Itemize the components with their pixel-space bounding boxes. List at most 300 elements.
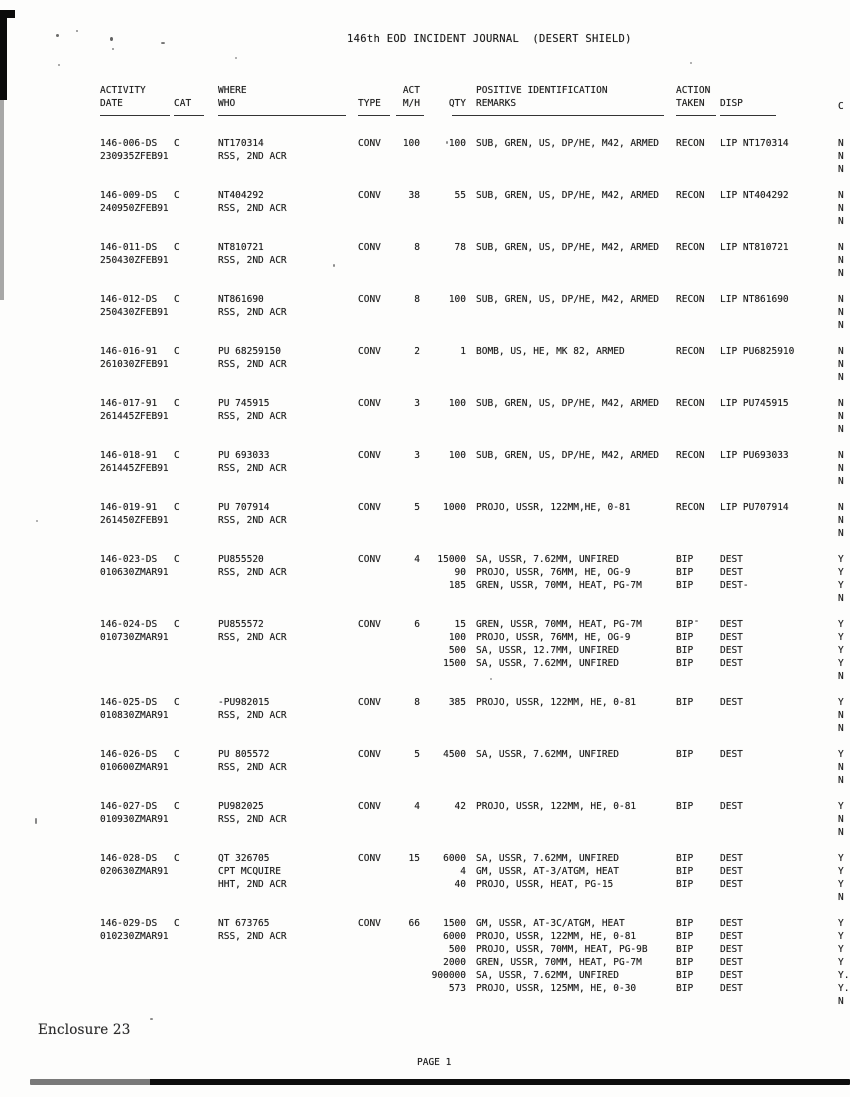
action-taken: RECON [676,138,705,149]
quantity [426,371,476,384]
action-taken [676,410,720,423]
category [174,202,218,215]
ordnance-type [358,215,396,228]
remarks-text: GM, USSR, AT-3C/ATGM, HEAT [476,918,625,929]
remarks-text [476,423,676,436]
incident-datetime: 261445ZFEB91 [100,411,169,422]
remarks-text: PROJO, USSR, 76MM, HE, OG-9 [476,632,631,643]
where-who: -PU982015 [218,697,270,708]
remarks-text [476,163,676,176]
disposition: DEST [720,853,743,864]
act-mh: 5 [414,749,420,760]
disposition: DEST [720,957,743,968]
ordnance-type: CONV [358,749,381,760]
action-taken [676,670,720,683]
header-type: TYPE [358,98,381,109]
where-who: PU 68259150 [218,346,281,357]
category: C [174,697,180,708]
ordnance-type [358,670,396,683]
category: C [174,918,180,929]
where-who [218,774,358,787]
c-flag: Y [838,879,844,890]
where-who [218,579,358,592]
act-mh [396,410,426,423]
ordnance-type [358,514,396,527]
ordnance-type [358,462,396,475]
journal-record [0,189,850,228]
ordnance-type [358,709,396,722]
ordnance-type [358,254,396,267]
header-mh: M/H [402,98,420,109]
record-line [0,501,850,514]
c-flag: Y [838,853,844,864]
record-line [0,813,850,826]
disposition [720,306,838,319]
act-mh [396,371,426,384]
disposition: LIP NT170314 [720,138,789,149]
record-line [0,306,850,319]
record-line [0,748,850,761]
act-mh: 66 [408,918,420,929]
record-line [0,293,850,306]
quantity: 4500 [443,749,466,760]
where-who: PU 707914 [218,502,270,513]
action-taken [676,995,720,1008]
category [174,878,218,891]
disposition [720,475,838,488]
c-flag: N [838,346,844,357]
incident-id: 146-012-DS [100,294,158,305]
category [174,956,218,969]
c-flag: N [838,398,844,409]
header-where: WHERE [218,85,247,96]
ordnance-type: CONV [358,294,381,305]
quantity [426,215,476,228]
record-line [0,215,850,228]
record-line [0,475,850,488]
quantity [426,527,476,540]
act-mh [396,956,426,969]
record-line [0,150,850,163]
remarks-text [476,150,676,163]
where-who: RSS, 2ND ACR [218,203,287,214]
act-mh: 15 [408,853,420,864]
quantity [426,150,476,163]
ordnance-type: CONV [358,346,381,357]
where-who: RSS, 2ND ACR [218,255,287,266]
incident-datetime: 261450ZFEB91 [100,515,169,526]
where-who [218,267,358,280]
c-flag: N [838,255,844,266]
ordnance-type [358,527,396,540]
where-who [218,982,358,995]
journal-record [0,293,850,332]
ordnance-type [358,358,396,371]
action-taken [676,423,720,436]
action-taken: BIP [676,957,694,968]
header-action: ACTION [676,85,711,96]
act-mh [396,631,426,644]
record-line [0,514,850,527]
category [174,319,218,332]
disposition [720,774,838,787]
ordnance-type [358,423,396,436]
quantity: 185 [448,580,466,591]
category [174,930,218,943]
incident-records [0,137,850,1021]
ordnance-type [358,761,396,774]
disposition: LIP PU693033 [720,450,789,461]
where-who: RSS, 2ND ACR [218,307,287,318]
action-taken: BIP [676,918,694,929]
disposition: DEST [720,697,743,708]
disposition [720,202,838,215]
journal-record [0,748,850,787]
category [174,592,218,605]
ordnance-type: CONV [358,554,381,565]
category: C [174,502,180,513]
c-flag: N [838,996,844,1007]
remarks-text: SUB, GREN, US, DP/HE, M42, ARMED [476,190,660,201]
header-positive-identification: POSITIVE IDENTIFICATION [476,85,608,96]
quantity: 1500 [443,918,466,929]
disposition: LIP NT810721 [720,242,789,253]
where-who: PU855520 [218,554,264,565]
where-who [218,891,358,904]
act-mh [396,358,426,371]
incident-datetime [100,878,174,891]
record-line [0,423,850,436]
incident-datetime [100,657,174,670]
remarks-text [476,202,676,215]
where-who: HHT, 2ND ACR [218,879,287,890]
quantity: 90 [454,567,466,578]
c-flag: Y [838,957,844,968]
c-flag: N [838,528,844,539]
where-who: RSS, 2ND ACR [218,567,287,578]
act-mh [396,423,426,436]
act-mh: 3 [414,398,420,409]
action-taken [676,475,720,488]
act-mh [396,774,426,787]
c-flag: N [838,242,844,253]
incident-id: 146-026-DS [100,749,158,760]
c-flag: Y [838,658,844,669]
category [174,306,218,319]
act-mh [396,865,426,878]
remarks-text: GREN, USSR, 70MM, HEAT, PG-7M [476,580,642,591]
ordnance-type [358,371,396,384]
remarks-text: SA, USSR, 7.62MM, UNFIRED [476,749,619,760]
record-line [0,345,850,358]
act-mh [396,514,426,527]
category [174,150,218,163]
record-line [0,956,850,969]
quantity: 900000 [431,970,466,981]
act-mh [396,722,426,735]
quantity: 4 [460,866,466,877]
c-flag: Y. [838,970,850,981]
act-mh [396,163,426,176]
action-taken: BIP [676,749,694,760]
act-mh [396,969,426,982]
quantity [426,891,476,904]
act-mh [396,267,426,280]
act-mh: 8 [414,242,420,253]
record-line [0,930,850,943]
category [174,761,218,774]
record-line [0,163,850,176]
record-line [0,774,850,787]
disposition: DEST [720,801,743,812]
journal-record [0,241,850,280]
disposition: DEST [720,879,743,890]
ordnance-type [358,267,396,280]
incident-id: 146-017-91 [100,398,158,409]
quantity [426,670,476,683]
ordnance-type: CONV [358,398,381,409]
ordnance-type [358,319,396,332]
record-line [0,878,850,891]
action-taken [676,150,720,163]
quantity [426,410,476,423]
incident-datetime [100,475,174,488]
action-taken: BIP [676,931,694,942]
quantity: 1500 [443,658,466,669]
incident-datetime [100,267,174,280]
remarks-text [476,319,676,332]
disposition [720,163,838,176]
disposition: DEST [720,866,743,877]
record-line [0,254,850,267]
category [174,995,218,1008]
header-remarks: REMARKS [476,98,517,109]
header-spacer [838,84,850,97]
category [174,709,218,722]
remarks-text [476,722,676,735]
act-mh [396,215,426,228]
action-taken: BIP [676,944,694,955]
quantity [426,163,476,176]
quantity: 40 [454,879,466,890]
quantity: 6000 [443,931,466,942]
ordnance-type [358,202,396,215]
remarks-text [476,592,676,605]
disposition [720,150,838,163]
ordnance-type [358,657,396,670]
header-rule [358,110,396,120]
c-flag: N [838,190,844,201]
where-who: NT404292 [218,190,264,201]
disposition: DEST [720,944,743,955]
remarks-text [476,410,676,423]
ordnance-type [358,163,396,176]
action-taken [676,761,720,774]
header-spacer [174,84,218,97]
category [174,670,218,683]
c-flag: N [838,320,844,331]
act-mh [396,709,426,722]
incident-datetime [100,579,174,592]
remarks-text: PROJO, USSR, 70MM, HEAT, PG-9B [476,944,648,955]
action-taken [676,462,720,475]
header-rule [396,110,426,120]
remarks-text [476,306,676,319]
ordnance-type [358,475,396,488]
ordnance-type [358,969,396,982]
header-spacer [358,84,396,97]
act-mh [396,306,426,319]
where-who: PU 693033 [218,450,270,461]
record-line [0,319,850,332]
scan-speckle [76,30,78,32]
incident-datetime [100,891,174,904]
category [174,631,218,644]
remarks-text [476,774,676,787]
scan-speckle [150,1018,153,1020]
quantity [426,462,476,475]
ordnance-type [358,878,396,891]
remarks-text [476,254,676,267]
quantity [426,202,476,215]
table-header [0,84,850,120]
action-taken [676,527,720,540]
record-line [0,371,850,384]
category: C [174,853,180,864]
category [174,358,218,371]
scan-speckle [58,64,60,66]
c-flag: N [838,463,844,474]
quantity [426,813,476,826]
disposition [720,410,838,423]
quantity: 385 [448,697,466,708]
quantity [426,592,476,605]
quantity: 100 [448,632,466,643]
category: C [174,398,180,409]
quantity [426,722,476,735]
journal-record [0,553,850,605]
scan-artifact-bottom-bar [30,1079,850,1085]
incident-datetime [100,319,174,332]
remarks-text [476,475,676,488]
header-rule [218,110,358,120]
remarks-text: SA, USSR, 7.62MM, UNFIRED [476,554,619,565]
ordnance-type [358,943,396,956]
action-taken: BIP [676,619,694,630]
quantity: 1 [460,346,466,357]
c-flag: Y [838,619,844,630]
action-taken [676,267,720,280]
record-line [0,826,850,839]
c-flag: Y [838,801,844,812]
disposition: DEST [720,983,743,994]
journal-record [0,137,850,176]
where-who: RSS, 2ND ACR [218,931,287,942]
act-mh [396,202,426,215]
where-who: NT170314 [218,138,264,149]
incident-id: 146-019-91 [100,502,158,513]
c-flag: N [838,424,844,435]
c-flag: N [838,268,844,279]
quantity: 2000 [443,957,466,968]
c-flag: N [838,775,844,786]
incident-datetime [100,423,174,436]
record-line [0,644,850,657]
action-taken [676,163,720,176]
where-who: RSS, 2ND ACR [218,814,287,825]
act-mh: 8 [414,294,420,305]
disposition [720,371,838,384]
disposition [720,826,838,839]
action-taken [676,722,720,735]
c-flag: Y [838,749,844,760]
c-flag: Y. [838,983,850,994]
scan-speckle [333,264,335,267]
record-line [0,917,850,930]
quantity [426,358,476,371]
journal-record [0,696,850,735]
act-mh [396,813,426,826]
act-mh [396,579,426,592]
remarks-text [476,371,676,384]
scan-speckle [695,620,698,622]
incident-datetime [100,943,174,956]
quantity: 55 [454,190,466,201]
category [174,423,218,436]
remarks-text: SUB, GREN, US, DP/HE, M42, ARMED [476,398,660,409]
where-who [218,319,358,332]
where-who: PU 805572 [218,749,270,760]
act-mh [396,592,426,605]
incident-id: 146-024-DS [100,619,158,630]
incident-datetime [100,592,174,605]
remarks-text: PROJO, USSR, 125MM, HE, 0-30 [476,983,637,994]
disposition: DEST [720,632,743,643]
c-flag: N [838,216,844,227]
ordnance-type: CONV [358,697,381,708]
action-taken [676,813,720,826]
where-who [218,943,358,956]
c-flag: Y [838,580,844,591]
incident-datetime [100,371,174,384]
header-rule [476,110,676,120]
action-taken [676,306,720,319]
disposition [720,670,838,683]
remarks-text [476,215,676,228]
disposition: LIP PU707914 [720,502,789,513]
incident-id: 146-025-DS [100,697,158,708]
c-flag: N [838,710,844,721]
category: C [174,190,180,201]
remarks-text [476,709,676,722]
header-qty: QTY [448,98,466,109]
scan-artifact-left-bar [0,10,7,100]
header-activity: ACTIVITY [100,85,146,96]
category [174,579,218,592]
page-title: 146th EOD INCIDENT JOURNAL (DESERT SHIELD) [347,33,632,45]
where-who: QT 326705 [218,853,270,864]
disposition: DEST [720,554,743,565]
header-act: ACT [402,85,420,96]
act-mh [396,566,426,579]
scan-speckle [161,42,165,44]
header-who: WHO [218,98,236,109]
record-line [0,358,850,371]
incident-datetime: 010630ZMAR91 [100,567,169,578]
disposition: DEST- [720,580,749,591]
header-rule [676,110,720,120]
quantity [426,267,476,280]
